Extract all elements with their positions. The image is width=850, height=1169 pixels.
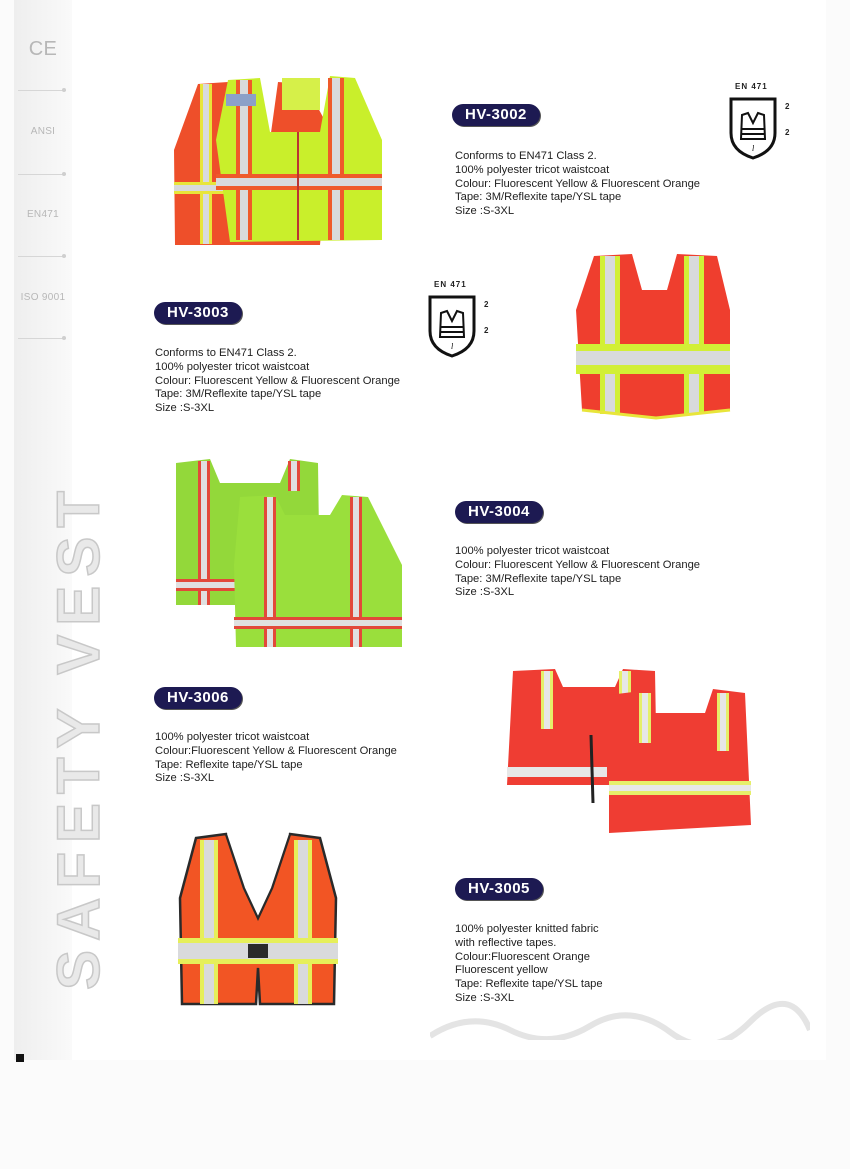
description-line: 100% polyester tricot waistcoat <box>155 360 310 373</box>
safety-vest-shield-icon <box>727 95 779 161</box>
sidebar-divider-dot <box>62 336 66 340</box>
en471-label: EN 471 <box>735 82 768 91</box>
en471-certification-mark <box>727 82 797 162</box>
description-line: Tape: Reflexite tape/YSL tape <box>455 978 603 991</box>
en471-label: EN 471 <box>434 280 467 289</box>
svg-text:l: l <box>752 144 755 153</box>
product-description-hv3003 <box>155 347 400 416</box>
product-code-hv3002: HV-3002 <box>452 104 540 126</box>
description-line: Size :S-3XL <box>455 586 515 599</box>
product-description-hv3006 <box>155 731 397 786</box>
description-line: Colour: Fluorescent Yellow & Fluorescent Orange <box>155 374 401 387</box>
description-line: Colour:Fluorescent Yellow & Fluorescent Orange <box>155 744 397 757</box>
description-line: Colour: Fluorescent Yellow & Fluorescent Orange <box>455 558 701 571</box>
description-line: Size :S-3XL <box>155 772 215 785</box>
vest-image-hv3002 <box>170 70 395 250</box>
class-bottom-number: 2 <box>484 326 489 335</box>
description-line: with reflective tapes. <box>455 936 557 949</box>
sidebar-divider <box>18 90 66 91</box>
vest-image-hv3003 <box>572 250 737 420</box>
description-line: Fluorescent yellow <box>455 964 548 977</box>
product-code-hv3005: HV-3005 <box>455 878 543 900</box>
description-line: Colour:Fluorescent Orange <box>455 950 590 963</box>
product-description-hv3004 <box>455 545 700 600</box>
description-line: Tape: 3M/Reflexite tape/YSL tape <box>455 572 622 585</box>
corner-mark <box>16 1054 24 1062</box>
description-line: Conforms to EN471 Class 2. <box>455 150 597 162</box>
class-bottom-number: 2 <box>785 128 790 137</box>
catalog-page <box>14 0 826 1060</box>
product-code-hv3006: HV-3006 <box>154 687 242 709</box>
description-line: Size :S-3XL <box>455 205 515 218</box>
description-line: Tape: 3M/Reflexite tape/YSL tape <box>455 191 622 204</box>
product-description-hv3002 <box>455 150 700 219</box>
description-line: 100% polyester knitted fabric <box>455 923 599 935</box>
description-line: 100% polyester tricot waistcoat <box>455 545 610 557</box>
faint-background-texture <box>430 1000 810 1040</box>
description-line: Tape: 3M/Reflexite tape/YSL tape <box>155 388 322 401</box>
product-code-hv3004: HV-3004 <box>455 501 543 523</box>
product-description-hv3005 <box>455 923 603 1006</box>
ce-mark: CE <box>28 38 58 60</box>
description-line: Size :S-3XL <box>155 402 215 415</box>
description-line: Conforms to EN471 Class 2. <box>155 347 297 359</box>
iso9001-mark: ISO 9001 <box>20 292 66 303</box>
sidebar-divider <box>18 174 66 175</box>
sidebar-divider <box>18 338 66 339</box>
sidebar-divider-dot <box>62 254 66 258</box>
description-line: Colour: Fluorescent Yellow & Fluorescent Orange <box>455 177 701 190</box>
vest-image-hv3006 <box>505 665 755 840</box>
class-top-number: 2 <box>785 102 790 111</box>
svg-text:l: l <box>451 342 454 351</box>
sidebar-vertical-title: SAFETY VEST <box>45 482 112 990</box>
description-line: 100% polyester tricot waistcoat <box>155 731 310 743</box>
vest-image-hv3005 <box>174 828 342 1008</box>
description-line: Size :S-3XL <box>455 991 515 1004</box>
sidebar-divider-dot <box>62 88 66 92</box>
description-line: 100% polyester tricot waistcoat <box>455 163 610 176</box>
description-line: Tape: Reflexite tape/YSL tape <box>155 758 303 771</box>
vest-image-hv3004 <box>170 455 405 650</box>
en471-mark: EN471 <box>26 209 60 220</box>
safety-vest-shield-icon <box>426 293 478 359</box>
product-code-hv3003: HV-3003 <box>154 302 242 324</box>
ansi-mark: ANSI <box>30 126 56 137</box>
sidebar-divider <box>18 256 66 257</box>
class-top-number: 2 <box>484 300 489 309</box>
sidebar-divider-dot <box>62 172 66 176</box>
en471-certification-mark <box>426 280 496 360</box>
